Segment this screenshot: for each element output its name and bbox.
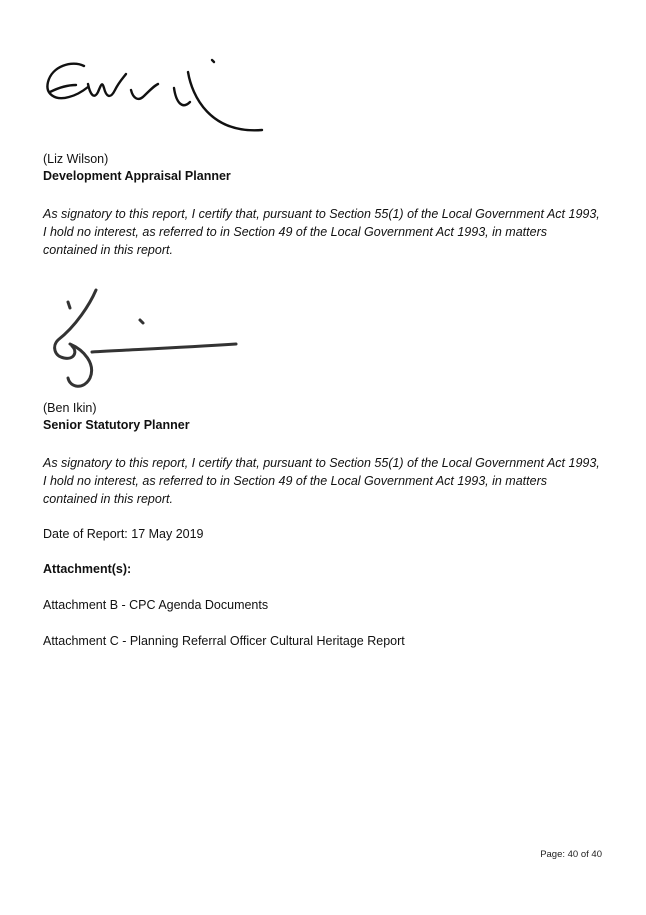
signatory2-name: (Ben Ikin) <box>43 401 97 415</box>
signature-liz-wilson <box>40 52 275 144</box>
attachment-item: Attachment C - Planning Referral Officer Cultural Heritage Report <box>43 634 405 648</box>
signatory1-name: (Liz Wilson) <box>43 152 109 166</box>
page-number: Page: 40 of 40 <box>540 849 602 860</box>
signatory2-certification: As signatory to this report, I certify that, pursuant to Section 55(1) of the Local Government Act 1993, I hold no interest, as referred to in Section 49 of the Local Government Act 1993, in matters contained in this report. <box>43 456 600 506</box>
attachments-heading: Attachment(s): <box>43 562 132 576</box>
signatory2-title: Senior Statutory Planner <box>43 418 190 432</box>
signature-ben-ikin <box>44 286 244 394</box>
signatory1-title: Development Appraisal Planner <box>43 169 231 183</box>
report-date: Date of Report: 17 May 2019 <box>43 527 204 541</box>
signatory1-certification: As signatory to this report, I certify that, pursuant to Section 55(1) of the Local Government Act 1993, I hold no interest, as referred to in Section 49 of the Local Government Act 1993, in matters contained in this report. <box>43 207 600 257</box>
attachment-item: Attachment B - CPC Agenda Documents <box>43 598 269 612</box>
